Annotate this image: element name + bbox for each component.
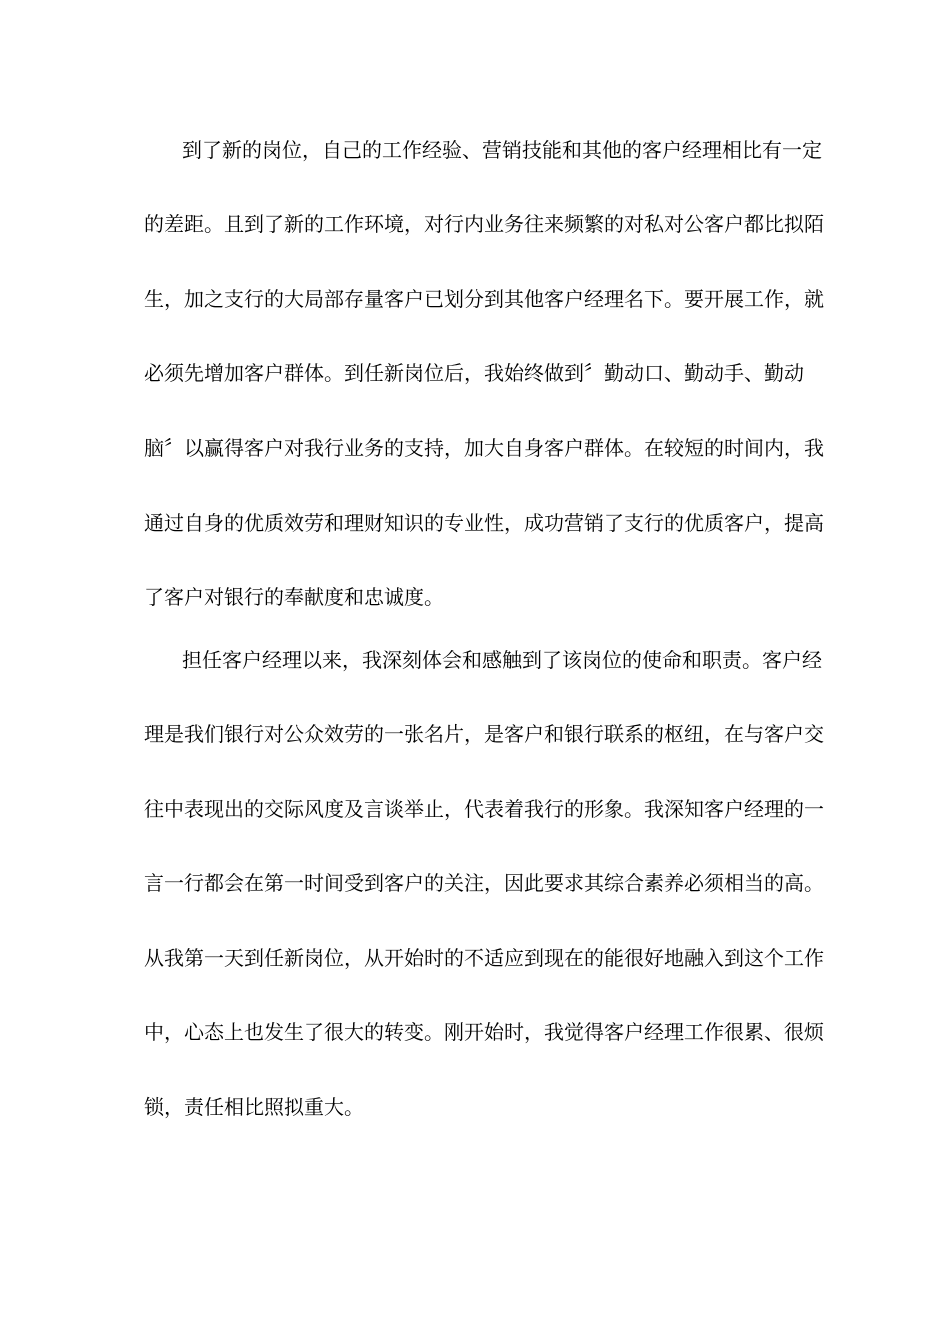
paragraph-line: 生，加之支行的大局部存量客户已划分到其他客户经理名下。要开展工作，就 — [144, 287, 824, 311]
paragraph-line: 的差距。且到了新的工作环境，对行内业务往来频繁的对私对公客户都比拟陌 — [144, 212, 824, 236]
paragraph-line: 脑〞以赢得客户对我行业务的支持，加大自身客户群体。在较短的时间内，我 — [144, 436, 824, 460]
paragraph-line: 言一行都会在第一时间受到客户的关注，因此要求其综合素养必须相当的高。 — [144, 871, 824, 895]
paragraph-line: 到了新的岗位，自己的工作经验、营销技能和其他的客户经理相比有一定 — [182, 138, 822, 162]
paragraph-line: 往中表现出的交际风度及言谈举止，代表着我行的形象。我深知客户经理的一 — [144, 797, 824, 821]
paragraph-line: 通过自身的优质效劳和理财知识的专业性，成功营销了支行的优质客户，提高 — [144, 511, 824, 535]
paragraph-line: 理是我们银行对公众效劳的一张名片，是客户和银行联系的枢纽，在与客户交 — [144, 722, 824, 746]
paragraph-line: 从我第一天到任新岗位，从开始时的不适应到现在的能很好地融入到这个工作 — [144, 946, 824, 970]
paragraph-line: 中，心态上也发生了很大的转变。刚开始时，我觉得客户经理工作很累、很烦 — [144, 1020, 824, 1044]
paragraph-line: 了客户对银行的奉献度和忠诚度。 — [144, 585, 444, 609]
paragraph-line: 担任客户经理以来，我深刻体会和感触到了该岗位的使命和职责。客户经 — [182, 648, 822, 672]
paragraph-line: 必须先增加客户群体。到任新岗位后，我始终做到〞勤动口、勤动手、勤动 — [144, 361, 804, 385]
paragraph-line: 锁，责任相比照拟重大。 — [144, 1095, 364, 1119]
